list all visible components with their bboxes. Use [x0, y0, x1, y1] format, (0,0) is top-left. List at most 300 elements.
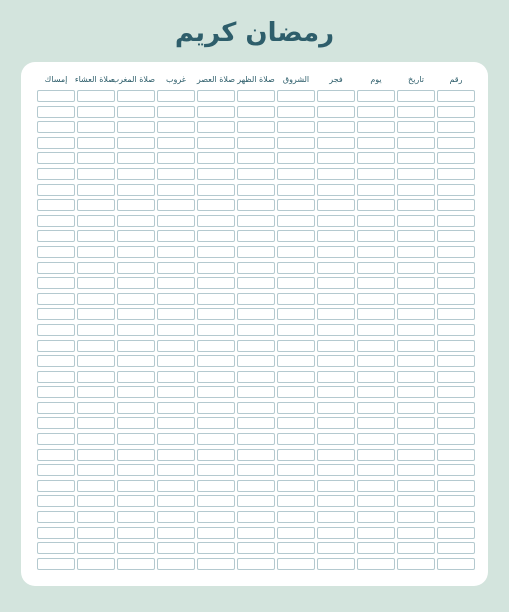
- entry-cell[interactable]: [77, 152, 115, 164]
- entry-cell[interactable]: [197, 168, 235, 180]
- entry-cell[interactable]: [397, 308, 435, 320]
- entry-cell[interactable]: [37, 558, 75, 570]
- entry-cell[interactable]: [317, 495, 355, 507]
- entry-cell[interactable]: [397, 511, 435, 523]
- entry-cell[interactable]: [197, 433, 235, 445]
- entry-cell[interactable]: [317, 527, 355, 539]
- entry-cell[interactable]: [117, 433, 155, 445]
- entry-cell[interactable]: [237, 386, 275, 398]
- entry-cell[interactable]: [437, 90, 475, 102]
- entry-cell[interactable]: [357, 215, 395, 227]
- entry-cell[interactable]: [237, 215, 275, 227]
- entry-cell[interactable]: [37, 199, 75, 211]
- entry-cell[interactable]: [357, 246, 395, 258]
- entry-cell[interactable]: [317, 417, 355, 429]
- entry-cell[interactable]: [397, 558, 435, 570]
- entry-cell[interactable]: [77, 215, 115, 227]
- entry-cell[interactable]: [197, 542, 235, 554]
- entry-cell[interactable]: [437, 464, 475, 476]
- entry-cell[interactable]: [237, 277, 275, 289]
- entry-cell[interactable]: [357, 293, 395, 305]
- entry-cell[interactable]: [277, 480, 315, 492]
- entry-cell[interactable]: [437, 168, 475, 180]
- entry-cell[interactable]: [237, 262, 275, 274]
- entry-cell[interactable]: [37, 90, 75, 102]
- entry-cell[interactable]: [117, 246, 155, 258]
- entry-cell[interactable]: [277, 433, 315, 445]
- entry-cell[interactable]: [317, 230, 355, 242]
- entry-cell[interactable]: [277, 293, 315, 305]
- entry-cell[interactable]: [277, 495, 315, 507]
- entry-cell[interactable]: [37, 230, 75, 242]
- entry-cell[interactable]: [277, 230, 315, 242]
- entry-cell[interactable]: [117, 402, 155, 414]
- entry-cell[interactable]: [77, 230, 115, 242]
- entry-cell[interactable]: [117, 137, 155, 149]
- entry-cell[interactable]: [317, 152, 355, 164]
- entry-cell[interactable]: [37, 495, 75, 507]
- entry-cell[interactable]: [237, 324, 275, 336]
- entry-cell[interactable]: [197, 308, 235, 320]
- entry-cell[interactable]: [237, 199, 275, 211]
- entry-cell[interactable]: [237, 121, 275, 133]
- entry-cell[interactable]: [37, 277, 75, 289]
- entry-cell[interactable]: [77, 308, 115, 320]
- entry-cell[interactable]: [437, 480, 475, 492]
- entry-cell[interactable]: [77, 90, 115, 102]
- entry-cell[interactable]: [277, 527, 315, 539]
- entry-cell[interactable]: [437, 542, 475, 554]
- entry-cell[interactable]: [117, 417, 155, 429]
- entry-cell[interactable]: [357, 262, 395, 274]
- entry-cell[interactable]: [317, 168, 355, 180]
- entry-cell[interactable]: [277, 106, 315, 118]
- entry-cell[interactable]: [157, 449, 195, 461]
- entry-cell[interactable]: [317, 480, 355, 492]
- entry-cell[interactable]: [237, 293, 275, 305]
- entry-cell[interactable]: [37, 433, 75, 445]
- entry-cell[interactable]: [397, 371, 435, 383]
- entry-cell[interactable]: [77, 293, 115, 305]
- entry-cell[interactable]: [77, 137, 115, 149]
- entry-cell[interactable]: [437, 262, 475, 274]
- entry-cell[interactable]: [397, 495, 435, 507]
- entry-cell[interactable]: [237, 152, 275, 164]
- entry-cell[interactable]: [397, 246, 435, 258]
- entry-cell[interactable]: [277, 137, 315, 149]
- entry-cell[interactable]: [357, 168, 395, 180]
- entry-cell[interactable]: [437, 199, 475, 211]
- entry-cell[interactable]: [37, 511, 75, 523]
- entry-cell[interactable]: [77, 417, 115, 429]
- entry-cell[interactable]: [357, 417, 395, 429]
- entry-cell[interactable]: [37, 340, 75, 352]
- entry-cell[interactable]: [197, 386, 235, 398]
- entry-cell[interactable]: [237, 480, 275, 492]
- entry-cell[interactable]: [157, 340, 195, 352]
- entry-cell[interactable]: [237, 495, 275, 507]
- entry-cell[interactable]: [237, 511, 275, 523]
- entry-cell[interactable]: [437, 106, 475, 118]
- entry-cell[interactable]: [157, 558, 195, 570]
- entry-cell[interactable]: [117, 308, 155, 320]
- entry-cell[interactable]: [437, 293, 475, 305]
- entry-cell[interactable]: [117, 215, 155, 227]
- entry-cell[interactable]: [437, 215, 475, 227]
- entry-cell[interactable]: [157, 262, 195, 274]
- entry-cell[interactable]: [437, 371, 475, 383]
- entry-cell[interactable]: [77, 527, 115, 539]
- entry-cell[interactable]: [77, 277, 115, 289]
- entry-cell[interactable]: [117, 355, 155, 367]
- entry-cell[interactable]: [197, 371, 235, 383]
- entry-cell[interactable]: [317, 184, 355, 196]
- entry-cell[interactable]: [117, 527, 155, 539]
- entry-cell[interactable]: [117, 262, 155, 274]
- entry-cell[interactable]: [197, 558, 235, 570]
- entry-cell[interactable]: [357, 277, 395, 289]
- entry-cell[interactable]: [197, 340, 235, 352]
- entry-cell[interactable]: [77, 168, 115, 180]
- entry-cell[interactable]: [77, 449, 115, 461]
- entry-cell[interactable]: [357, 511, 395, 523]
- entry-cell[interactable]: [197, 262, 235, 274]
- entry-cell[interactable]: [37, 184, 75, 196]
- entry-cell[interactable]: [357, 480, 395, 492]
- entry-cell[interactable]: [437, 230, 475, 242]
- entry-cell[interactable]: [117, 324, 155, 336]
- entry-cell[interactable]: [397, 355, 435, 367]
- entry-cell[interactable]: [277, 511, 315, 523]
- entry-cell[interactable]: [437, 246, 475, 258]
- entry-cell[interactable]: [357, 90, 395, 102]
- entry-cell[interactable]: [77, 433, 115, 445]
- entry-cell[interactable]: [277, 90, 315, 102]
- entry-cell[interactable]: [277, 308, 315, 320]
- entry-cell[interactable]: [437, 277, 475, 289]
- entry-cell[interactable]: [277, 168, 315, 180]
- entry-cell[interactable]: [317, 340, 355, 352]
- entry-cell[interactable]: [397, 168, 435, 180]
- entry-cell[interactable]: [197, 355, 235, 367]
- entry-cell[interactable]: [237, 449, 275, 461]
- entry-cell[interactable]: [157, 184, 195, 196]
- entry-cell[interactable]: [357, 308, 395, 320]
- entry-cell[interactable]: [117, 464, 155, 476]
- entry-cell[interactable]: [317, 308, 355, 320]
- entry-cell[interactable]: [197, 277, 235, 289]
- entry-cell[interactable]: [317, 386, 355, 398]
- entry-cell[interactable]: [117, 168, 155, 180]
- entry-cell[interactable]: [357, 184, 395, 196]
- entry-cell[interactable]: [437, 402, 475, 414]
- entry-cell[interactable]: [317, 215, 355, 227]
- entry-cell[interactable]: [397, 230, 435, 242]
- entry-cell[interactable]: [317, 402, 355, 414]
- entry-cell[interactable]: [317, 277, 355, 289]
- entry-cell[interactable]: [197, 417, 235, 429]
- entry-cell[interactable]: [37, 464, 75, 476]
- entry-cell[interactable]: [397, 324, 435, 336]
- entry-cell[interactable]: [237, 106, 275, 118]
- entry-cell[interactable]: [317, 199, 355, 211]
- entry-cell[interactable]: [437, 386, 475, 398]
- entry-cell[interactable]: [237, 417, 275, 429]
- entry-cell[interactable]: [397, 106, 435, 118]
- entry-cell[interactable]: [157, 168, 195, 180]
- entry-cell[interactable]: [237, 558, 275, 570]
- entry-cell[interactable]: [317, 324, 355, 336]
- entry-cell[interactable]: [197, 230, 235, 242]
- entry-cell[interactable]: [77, 495, 115, 507]
- entry-cell[interactable]: [37, 417, 75, 429]
- entry-cell[interactable]: [117, 386, 155, 398]
- entry-cell[interactable]: [437, 324, 475, 336]
- entry-cell[interactable]: [397, 199, 435, 211]
- entry-cell[interactable]: [397, 184, 435, 196]
- entry-cell[interactable]: [117, 199, 155, 211]
- entry-cell[interactable]: [197, 90, 235, 102]
- entry-cell[interactable]: [397, 527, 435, 539]
- entry-cell[interactable]: [157, 386, 195, 398]
- entry-cell[interactable]: [157, 121, 195, 133]
- entry-cell[interactable]: [317, 293, 355, 305]
- entry-cell[interactable]: [317, 558, 355, 570]
- entry-cell[interactable]: [437, 558, 475, 570]
- entry-cell[interactable]: [237, 464, 275, 476]
- entry-cell[interactable]: [37, 262, 75, 274]
- entry-cell[interactable]: [77, 340, 115, 352]
- entry-cell[interactable]: [237, 542, 275, 554]
- entry-cell[interactable]: [437, 527, 475, 539]
- entry-cell[interactable]: [357, 106, 395, 118]
- entry-cell[interactable]: [437, 449, 475, 461]
- entry-cell[interactable]: [397, 386, 435, 398]
- entry-cell[interactable]: [77, 184, 115, 196]
- entry-cell[interactable]: [157, 293, 195, 305]
- entry-cell[interactable]: [197, 324, 235, 336]
- entry-cell[interactable]: [277, 449, 315, 461]
- entry-cell[interactable]: [77, 386, 115, 398]
- entry-cell[interactable]: [77, 355, 115, 367]
- entry-cell[interactable]: [237, 246, 275, 258]
- entry-cell[interactable]: [37, 215, 75, 227]
- entry-cell[interactable]: [77, 464, 115, 476]
- entry-cell[interactable]: [397, 262, 435, 274]
- entry-cell[interactable]: [397, 293, 435, 305]
- entry-cell[interactable]: [157, 246, 195, 258]
- entry-cell[interactable]: [157, 511, 195, 523]
- entry-cell[interactable]: [77, 199, 115, 211]
- entry-cell[interactable]: [277, 152, 315, 164]
- entry-cell[interactable]: [237, 527, 275, 539]
- entry-cell[interactable]: [197, 402, 235, 414]
- entry-cell[interactable]: [357, 464, 395, 476]
- entry-cell[interactable]: [317, 511, 355, 523]
- entry-cell[interactable]: [157, 277, 195, 289]
- entry-cell[interactable]: [37, 355, 75, 367]
- entry-cell[interactable]: [77, 371, 115, 383]
- entry-cell[interactable]: [157, 106, 195, 118]
- entry-cell[interactable]: [117, 121, 155, 133]
- entry-cell[interactable]: [277, 355, 315, 367]
- entry-cell[interactable]: [157, 542, 195, 554]
- entry-cell[interactable]: [277, 386, 315, 398]
- entry-cell[interactable]: [277, 542, 315, 554]
- entry-cell[interactable]: [317, 121, 355, 133]
- entry-cell[interactable]: [157, 199, 195, 211]
- entry-cell[interactable]: [437, 308, 475, 320]
- entry-cell[interactable]: [357, 230, 395, 242]
- entry-cell[interactable]: [37, 308, 75, 320]
- entry-cell[interactable]: [117, 511, 155, 523]
- entry-cell[interactable]: [157, 464, 195, 476]
- entry-cell[interactable]: [237, 371, 275, 383]
- entry-cell[interactable]: [117, 90, 155, 102]
- entry-cell[interactable]: [37, 324, 75, 336]
- entry-cell[interactable]: [117, 449, 155, 461]
- entry-cell[interactable]: [117, 542, 155, 554]
- entry-cell[interactable]: [357, 152, 395, 164]
- entry-cell[interactable]: [117, 293, 155, 305]
- entry-cell[interactable]: [77, 106, 115, 118]
- entry-cell[interactable]: [77, 558, 115, 570]
- entry-cell[interactable]: [357, 137, 395, 149]
- entry-cell[interactable]: [117, 277, 155, 289]
- entry-cell[interactable]: [237, 308, 275, 320]
- entry-cell[interactable]: [37, 542, 75, 554]
- entry-cell[interactable]: [397, 417, 435, 429]
- entry-cell[interactable]: [317, 137, 355, 149]
- entry-cell[interactable]: [197, 137, 235, 149]
- entry-cell[interactable]: [157, 495, 195, 507]
- entry-cell[interactable]: [397, 215, 435, 227]
- entry-cell[interactable]: [197, 246, 235, 258]
- entry-cell[interactable]: [357, 355, 395, 367]
- entry-cell[interactable]: [37, 106, 75, 118]
- entry-cell[interactable]: [357, 121, 395, 133]
- entry-cell[interactable]: [397, 277, 435, 289]
- entry-cell[interactable]: [237, 230, 275, 242]
- entry-cell[interactable]: [157, 417, 195, 429]
- entry-cell[interactable]: [277, 371, 315, 383]
- entry-cell[interactable]: [157, 433, 195, 445]
- entry-cell[interactable]: [437, 137, 475, 149]
- entry-cell[interactable]: [277, 340, 315, 352]
- entry-cell[interactable]: [397, 542, 435, 554]
- entry-cell[interactable]: [197, 121, 235, 133]
- entry-cell[interactable]: [397, 464, 435, 476]
- entry-cell[interactable]: [37, 527, 75, 539]
- entry-cell[interactable]: [437, 184, 475, 196]
- entry-cell[interactable]: [397, 402, 435, 414]
- entry-cell[interactable]: [197, 449, 235, 461]
- entry-cell[interactable]: [37, 168, 75, 180]
- entry-cell[interactable]: [277, 215, 315, 227]
- entry-cell[interactable]: [117, 480, 155, 492]
- entry-cell[interactable]: [397, 449, 435, 461]
- entry-cell[interactable]: [157, 480, 195, 492]
- entry-cell[interactable]: [237, 168, 275, 180]
- entry-cell[interactable]: [197, 184, 235, 196]
- entry-cell[interactable]: [357, 495, 395, 507]
- entry-cell[interactable]: [197, 152, 235, 164]
- entry-cell[interactable]: [197, 511, 235, 523]
- entry-cell[interactable]: [197, 480, 235, 492]
- entry-cell[interactable]: [117, 340, 155, 352]
- entry-cell[interactable]: [357, 340, 395, 352]
- entry-cell[interactable]: [397, 480, 435, 492]
- entry-cell[interactable]: [197, 199, 235, 211]
- entry-cell[interactable]: [77, 511, 115, 523]
- entry-cell[interactable]: [37, 386, 75, 398]
- entry-cell[interactable]: [37, 402, 75, 414]
- entry-cell[interactable]: [317, 449, 355, 461]
- entry-cell[interactable]: [157, 152, 195, 164]
- entry-cell[interactable]: [157, 355, 195, 367]
- entry-cell[interactable]: [197, 495, 235, 507]
- entry-cell[interactable]: [277, 199, 315, 211]
- entry-cell[interactable]: [77, 542, 115, 554]
- entry-cell[interactable]: [157, 527, 195, 539]
- entry-cell[interactable]: [437, 495, 475, 507]
- entry-cell[interactable]: [77, 324, 115, 336]
- entry-cell[interactable]: [357, 324, 395, 336]
- entry-cell[interactable]: [277, 464, 315, 476]
- entry-cell[interactable]: [197, 464, 235, 476]
- entry-cell[interactable]: [437, 152, 475, 164]
- entry-cell[interactable]: [357, 402, 395, 414]
- entry-cell[interactable]: [157, 402, 195, 414]
- entry-cell[interactable]: [357, 449, 395, 461]
- entry-cell[interactable]: [397, 340, 435, 352]
- entry-cell[interactable]: [157, 215, 195, 227]
- entry-cell[interactable]: [317, 246, 355, 258]
- entry-cell[interactable]: [437, 433, 475, 445]
- entry-cell[interactable]: [317, 371, 355, 383]
- entry-cell[interactable]: [157, 308, 195, 320]
- entry-cell[interactable]: [357, 386, 395, 398]
- entry-cell[interactable]: [117, 184, 155, 196]
- entry-cell[interactable]: [237, 137, 275, 149]
- entry-cell[interactable]: [317, 106, 355, 118]
- entry-cell[interactable]: [197, 293, 235, 305]
- entry-cell[interactable]: [317, 90, 355, 102]
- entry-cell[interactable]: [437, 340, 475, 352]
- entry-cell[interactable]: [277, 246, 315, 258]
- entry-cell[interactable]: [437, 121, 475, 133]
- entry-cell[interactable]: [197, 215, 235, 227]
- entry-cell[interactable]: [397, 137, 435, 149]
- entry-cell[interactable]: [437, 355, 475, 367]
- entry-cell[interactable]: [277, 417, 315, 429]
- entry-cell[interactable]: [77, 246, 115, 258]
- entry-cell[interactable]: [317, 355, 355, 367]
- entry-cell[interactable]: [197, 527, 235, 539]
- entry-cell[interactable]: [317, 464, 355, 476]
- entry-cell[interactable]: [357, 558, 395, 570]
- entry-cell[interactable]: [237, 340, 275, 352]
- entry-cell[interactable]: [237, 433, 275, 445]
- entry-cell[interactable]: [37, 480, 75, 492]
- entry-cell[interactable]: [277, 121, 315, 133]
- entry-cell[interactable]: [117, 558, 155, 570]
- entry-cell[interactable]: [437, 511, 475, 523]
- entry-cell[interactable]: [357, 542, 395, 554]
- entry-cell[interactable]: [277, 277, 315, 289]
- entry-cell[interactable]: [157, 137, 195, 149]
- entry-cell[interactable]: [77, 480, 115, 492]
